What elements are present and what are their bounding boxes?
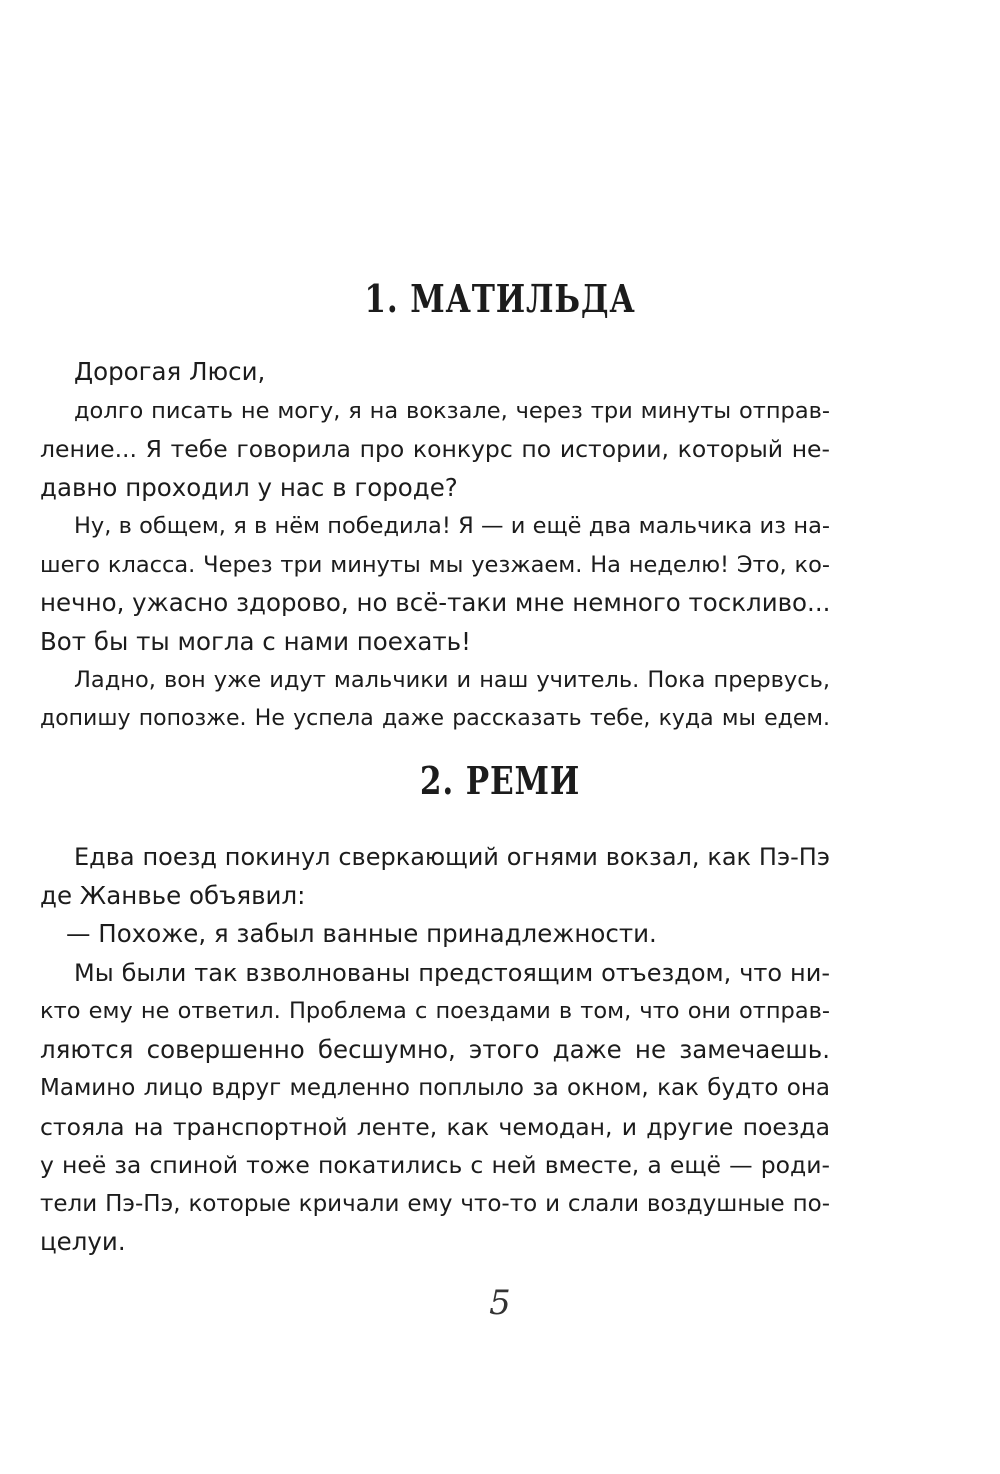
text-line: долго писать не могу, я на вокзале, через три минуты отправ- (74, 397, 830, 424)
text-line: Вот бы ты могла с нами поехать! (40, 626, 471, 656)
text-line: тели Пэ-Пэ, которые кричали ему что-то и слали воздушные по- (40, 1190, 830, 1217)
text-line: шего класса. Через три минуты мы уезжаем. На неделю! Это, ко- (40, 551, 830, 578)
text-line: Ладно, вон уже идут мальчики и наш учитель. Пока прервусь, (74, 667, 830, 693)
text-line: Мамино лицо вдруг медленно поплыло за окном, как будто она (40, 1075, 830, 1101)
text-line: целуи. (40, 1227, 126, 1256)
chapter-text (40, 353, 830, 738)
chapter-title: 1. МАТИЛЬДА (364, 276, 636, 321)
text-line: Ну, в общем, я в нём победила! Я — и ещё два мальчика из на- (74, 513, 830, 539)
text-line: давно проходил у нас в городе? (40, 472, 458, 502)
text-line: ляются совершенно бесшумно, этого даже не замечаешь. (40, 1034, 830, 1064)
chapter-title: 2. РЕМИ (419, 758, 581, 803)
text-line: у неё за спиной тоже покатились с ней вместе, а ещё — роди- (40, 1151, 830, 1179)
chapter-text (40, 838, 830, 1262)
text-line: де Жанвье объявил: (40, 880, 306, 910)
text-line: стояла на транспортной ленте, как чемодан, и другие поезда (40, 1112, 830, 1141)
text-line: Дорогая Люси, (74, 357, 266, 386)
text-line: нечно, ужасно здорово, но всё-таки мне немного тоскливо... (40, 588, 831, 617)
text-line: ление... Я тебе говорила про конкурс по истории, который не- (40, 435, 830, 463)
text-line: — Похоже, я забыл ванные принадлежности. (66, 919, 657, 948)
text-line: Мы были так взволнованы предстоящим отъездом, что ни- (74, 958, 830, 987)
text-line: кто ему не ответил. Проблема с поездами в том, что они отправ- (40, 998, 830, 1024)
text-line: допишу попозже. Не успела даже рассказать тебе, куда мы едем. (40, 705, 830, 731)
text-line: Едва поезд покинул сверкающий огнями вокзал, как Пэ-Пэ (74, 843, 830, 871)
page-number: 5 (489, 1283, 511, 1323)
